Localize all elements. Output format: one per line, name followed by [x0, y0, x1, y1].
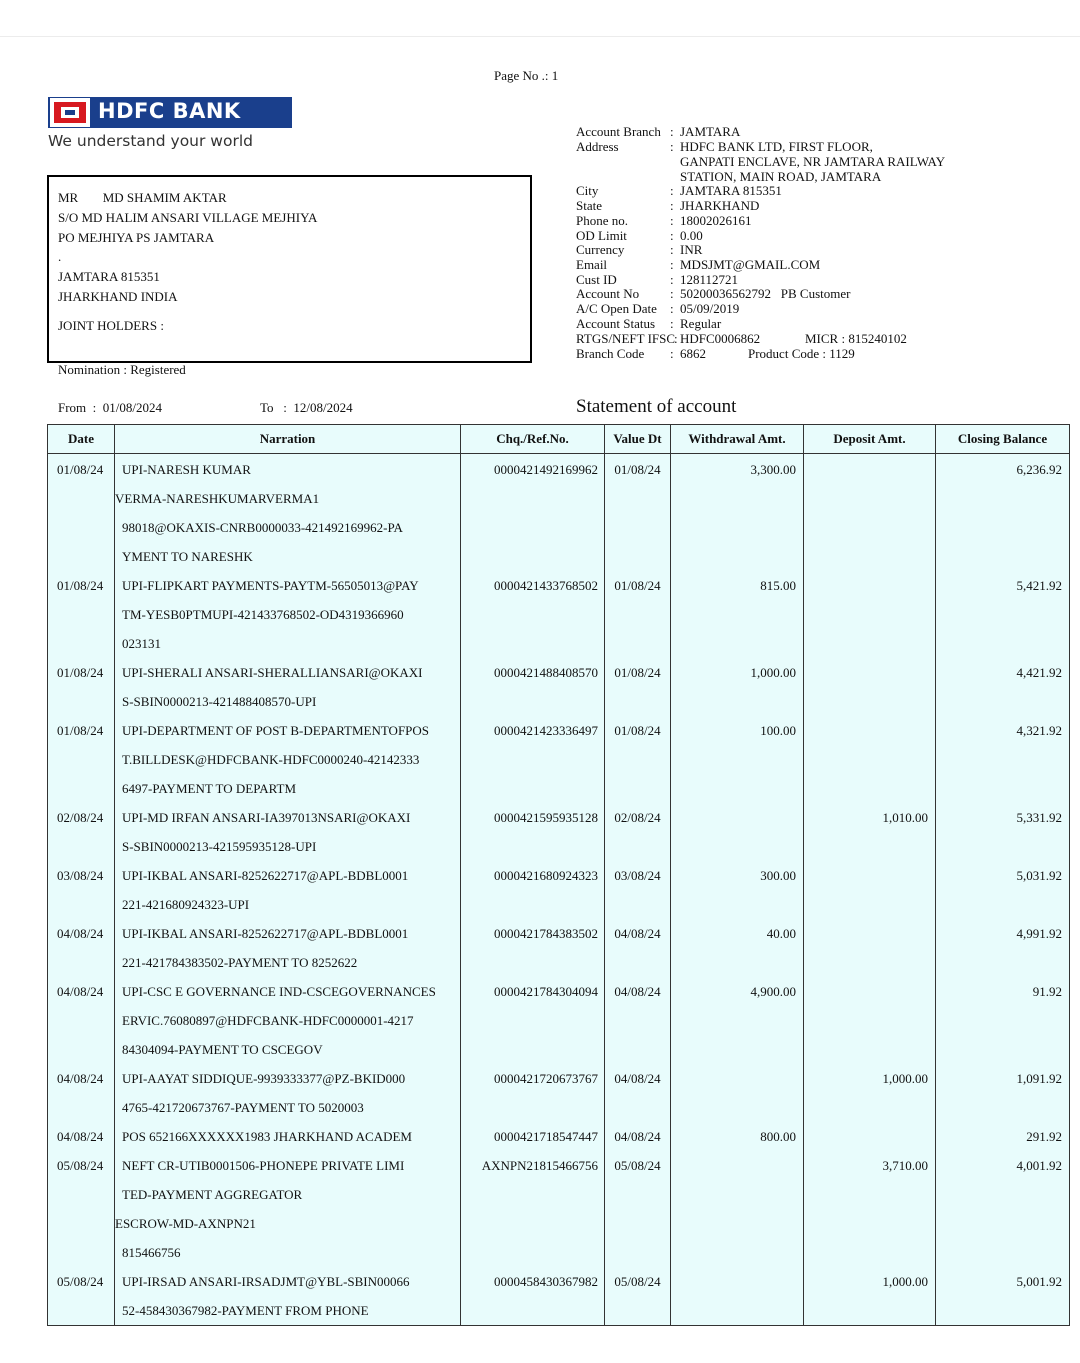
txn-closing-balance: 91.92: [936, 977, 1070, 1064]
txn-deposit: [804, 716, 936, 803]
txn-ref-no: 0000458430367982: [461, 1267, 605, 1326]
period-to: To : 12/08/2024: [260, 400, 353, 415]
narration-line: 98018@OKAXIS-CNRB0000033-421492169962-PA: [122, 520, 403, 535]
txn-deposit: [804, 454, 936, 572]
narration-line: UPI-CSC E GOVERNANCE IND-CSCEGOVERNANCES: [122, 984, 436, 999]
txn-ref-no: 0000421433768502: [461, 571, 605, 658]
txn-withdrawal: 815.00: [671, 571, 804, 658]
bank-tagline: We understand your world: [48, 132, 253, 150]
table-row: [48, 658, 1070, 716]
narration-line: UPI-SHERALI ANSARI-SHERALLIANSARI@OKAXI: [122, 665, 423, 680]
narration-line: UPI-IRSAD ANSARI-IRSADJMT@YBL-SBIN00066: [122, 1274, 410, 1289]
customer-address-line: S/O MD HALIM ANSARI VILLAGE MEJHIYA: [58, 210, 318, 225]
customer-address-box: [47, 175, 532, 363]
txn-deposit: 1,000.00: [804, 1064, 936, 1122]
txn-date: 01/08/24: [48, 571, 115, 658]
txn-value-date: 04/08/24: [605, 919, 671, 977]
period-from: From : 01/08/2024: [58, 400, 163, 415]
txn-date: 01/08/24: [48, 658, 115, 716]
narration-line: TED-PAYMENT AGGREGATOR: [122, 1187, 303, 1202]
txn-deposit: [804, 571, 936, 658]
table-row: [48, 803, 1070, 861]
txn-value-date: 04/08/24: [605, 1064, 671, 1122]
txn-date: 04/08/24: [48, 1064, 115, 1122]
top-divider: [0, 36, 1080, 37]
narration-line: 52-458430367982-PAYMENT FROM PHONE: [122, 1303, 369, 1318]
txn-ref-no: 0000421492169962: [461, 454, 605, 572]
branch-code: 6862: [680, 346, 706, 361]
txn-ref-no: 0000421680924323: [461, 861, 605, 919]
txn-deposit: [804, 861, 936, 919]
txn-ref-no: 0000421720673767: [461, 1064, 605, 1122]
open-date: 05/09/2019: [680, 301, 740, 316]
narration-line: VERMA-NARESHKUMARVERMA1: [115, 491, 320, 506]
txn-withdrawal: [671, 1151, 804, 1267]
txn-date: 03/08/24: [48, 861, 115, 919]
txn-narration: [115, 716, 461, 803]
narration-line: NEFT CR-UTIB0001506-PHONEPE PRIVATE LIMI: [122, 1158, 405, 1173]
narration-line: 221-421680924323-UPI: [122, 897, 250, 912]
column-header: Date: [48, 425, 115, 454]
cust-id: 128112721: [680, 272, 739, 287]
branch-address-line: HDFC BANK LTD, FIRST FLOOR,: [680, 139, 873, 154]
narration-line: TM-YESB0PTMUPI-421433768502-OD4319366960: [122, 607, 404, 622]
narration-line: UPI-AAYAT SIDDIQUE-9939333377@PZ-BKID000: [122, 1071, 406, 1086]
table-header-row: [48, 425, 1070, 454]
narration-line: YMENT TO NARESHK: [122, 549, 253, 564]
table-row: [48, 1122, 1070, 1151]
txn-date: 04/08/24: [48, 1122, 115, 1151]
micr-code: MICR : 815240102: [805, 331, 907, 346]
transactions-table: [47, 424, 1070, 1326]
bank-name: HDFC BANK: [98, 99, 241, 123]
txn-deposit: [804, 658, 936, 716]
txn-withdrawal: 4,900.00: [671, 977, 804, 1064]
state: JHARKHAND: [680, 198, 760, 213]
txn-closing-balance: 1,091.92: [936, 1064, 1070, 1122]
txn-date: 02/08/24: [48, 803, 115, 861]
currency: INR: [680, 242, 703, 257]
narration-line: UPI-DEPARTMENT OF POST B-DEPARTMENTOFPOS: [122, 723, 430, 738]
column-header: Closing Balance: [936, 425, 1070, 454]
ifsc-code: HDFC0006862: [680, 331, 761, 346]
txn-value-date: 01/08/24: [605, 454, 671, 572]
txn-ref-no: 0000421784304094: [461, 977, 605, 1064]
txn-narration: [115, 1151, 461, 1267]
txn-ref-no: 0000421784383502: [461, 919, 605, 977]
narration-line: S-SBIN0000213-421595935128-UPI: [122, 839, 317, 854]
txn-value-date: 01/08/24: [605, 571, 671, 658]
txn-ref-no: 0000421423336497: [461, 716, 605, 803]
txn-value-date: 05/08/24: [605, 1151, 671, 1267]
customer-address-line: PO MEJHIYA PS JAMTARA: [58, 230, 215, 245]
txn-narration: [115, 454, 461, 572]
txn-date: 05/08/24: [48, 1267, 115, 1326]
txn-date: 01/08/24: [48, 716, 115, 803]
column-header: Narration: [115, 425, 461, 454]
account-status: Regular: [680, 316, 722, 331]
txn-withdrawal: 40.00: [671, 919, 804, 977]
txn-deposit: [804, 1122, 936, 1151]
txn-narration: [115, 1122, 461, 1151]
txn-ref-no: 0000421718547447: [461, 1122, 605, 1151]
branch-address-line: GANPATI ENCLAVE, NR JAMTARA RAILWAY: [680, 154, 946, 169]
txn-value-date: 02/08/24: [605, 803, 671, 861]
txn-closing-balance: 4,001.92: [936, 1151, 1070, 1267]
txn-narration: [115, 571, 461, 658]
narration-line: T.BILLDESK@HDFCBANK-HDFC0000240-42142333: [122, 752, 420, 767]
city: JAMTARA 815351: [680, 183, 782, 198]
txn-narration: [115, 861, 461, 919]
txn-closing-balance: 5,421.92: [936, 571, 1070, 658]
txn-withdrawal: [671, 1064, 804, 1122]
customer-address-line: JAMTARA 815351: [58, 269, 160, 284]
txn-date: 04/08/24: [48, 919, 115, 977]
txn-withdrawal: [671, 1267, 804, 1326]
customer-name: MD SHAMIM AKTAR: [102, 190, 227, 205]
customer-name-line: [58, 190, 227, 206]
customer-address-line: JHARKHAND INDIA: [58, 289, 178, 304]
table-row: [48, 1064, 1070, 1122]
table-row: [48, 716, 1070, 803]
txn-date: 04/08/24: [48, 977, 115, 1064]
txn-closing-balance: 291.92: [936, 1122, 1070, 1151]
txn-closing-balance: 4,421.92: [936, 658, 1070, 716]
phone-number: 18002026161: [680, 213, 752, 228]
narration-line: UPI-NARESH KUMAR: [122, 462, 251, 477]
table-row: [48, 977, 1070, 1064]
account-branch: JAMTARA: [680, 124, 741, 139]
narration-line: 6497-PAYMENT TO DEPARTM: [122, 781, 297, 796]
txn-deposit: [804, 977, 936, 1064]
txn-closing-balance: 5,331.92: [936, 803, 1070, 861]
hdfc-bank-logo: [48, 97, 292, 153]
page-number: Page No .: 1: [494, 68, 559, 83]
narration-line: 84304094-PAYMENT TO CSCEGOV: [122, 1042, 323, 1057]
column-header: Withdrawal Amt.: [671, 425, 804, 454]
txn-value-date: 03/08/24: [605, 861, 671, 919]
txn-deposit: 1,000.00: [804, 1267, 936, 1326]
narration-line: ERVIC.76080897@HDFCBANK-HDFC0000001-4217: [122, 1013, 414, 1028]
txn-value-date: 01/08/24: [605, 716, 671, 803]
statement-title: Statement of account: [576, 396, 737, 417]
table-row: [48, 861, 1070, 919]
table-row: [48, 919, 1070, 977]
txn-closing-balance: 4,991.92: [936, 919, 1070, 977]
narration-line: POS 652166XXXXXX1983 JHARKHAND ACADEM: [122, 1129, 412, 1144]
column-header: Chq./Ref.No.: [461, 425, 605, 454]
txn-value-date: 04/08/24: [605, 977, 671, 1064]
narration-line: 023131: [122, 636, 161, 651]
column-header: Deposit Amt.: [804, 425, 936, 454]
narration-line: UPI-FLIPKART PAYMENTS-PAYTM-56505013@PAY: [122, 578, 419, 593]
customer-address-line: .: [58, 249, 62, 264]
account-number: 50200036562792 PB Customer: [680, 286, 851, 301]
txn-closing-balance: 5,031.92: [936, 861, 1070, 919]
txn-value-date: 05/08/24: [605, 1267, 671, 1326]
joint-holders-label: JOINT HOLDERS :: [58, 318, 164, 333]
txn-closing-balance: 6,236.92: [936, 454, 1070, 572]
txn-withdrawal: [671, 803, 804, 861]
table-row: [48, 1151, 1070, 1267]
od-limit: 0.00: [680, 228, 703, 243]
txn-withdrawal: 3,300.00: [671, 454, 804, 572]
txn-narration: [115, 1064, 461, 1122]
txn-withdrawal: 300.00: [671, 861, 804, 919]
txn-narration: [115, 658, 461, 716]
txn-ref-no: 0000421595935128: [461, 803, 605, 861]
hdfc-logo-icon: [50, 98, 90, 127]
logo-bar: [48, 97, 292, 128]
txn-narration: [115, 1267, 461, 1326]
narration-line: UPI-MD IRFAN ANSARI-IA397013NSARI@OKAXI: [122, 810, 411, 825]
txn-withdrawal: 100.00: [671, 716, 804, 803]
txn-value-date: 04/08/24: [605, 1122, 671, 1151]
narration-line: 221-421784383502-PAYMENT TO 8252622: [122, 955, 358, 970]
txn-value-date: 01/08/24: [605, 658, 671, 716]
branch-address-line: STATION, MAIN ROAD, JAMTARA: [680, 169, 882, 184]
txn-withdrawal: 1,000.00: [671, 658, 804, 716]
narration-line: S-SBIN0000213-421488408570-UPI: [122, 694, 317, 709]
txn-closing-balance: 5,001.92: [936, 1267, 1070, 1326]
table-row: [48, 1267, 1070, 1326]
column-header: Value Dt: [605, 425, 671, 454]
txn-narration: [115, 919, 461, 977]
txn-deposit: 3,710.00: [804, 1151, 936, 1267]
txn-ref-no: 0000421488408570: [461, 658, 605, 716]
narration-line: ESCROW-MD-AXNPN21: [115, 1216, 256, 1231]
product-code: Product Code : 1129: [748, 346, 855, 361]
narration-line: 815466756: [122, 1245, 181, 1260]
txn-date: 05/08/24: [48, 1151, 115, 1267]
nomination-status: Nomination : Registered: [58, 362, 186, 377]
txn-ref-no: AXNPN21815466756: [461, 1151, 605, 1267]
table-row: [48, 454, 1070, 572]
txn-date: 01/08/24: [48, 454, 115, 572]
email: MDSJMT@GMAIL.COM: [680, 257, 821, 272]
txn-withdrawal: 800.00: [671, 1122, 804, 1151]
narration-line: UPI-IKBAL ANSARI-8252622717@APL-BDBL0001: [122, 868, 409, 883]
customer-title: MR: [58, 190, 79, 205]
txn-narration: [115, 977, 461, 1064]
txn-closing-balance: 4,321.92: [936, 716, 1070, 803]
txn-narration: [115, 803, 461, 861]
narration-line: UPI-IKBAL ANSARI-8252622717@APL-BDBL0001: [122, 926, 409, 941]
narration-line: 4765-421720673767-PAYMENT TO 5020003: [122, 1100, 364, 1115]
txn-deposit: [804, 919, 936, 977]
table-row: [48, 571, 1070, 658]
txn-deposit: 1,010.00: [804, 803, 936, 861]
